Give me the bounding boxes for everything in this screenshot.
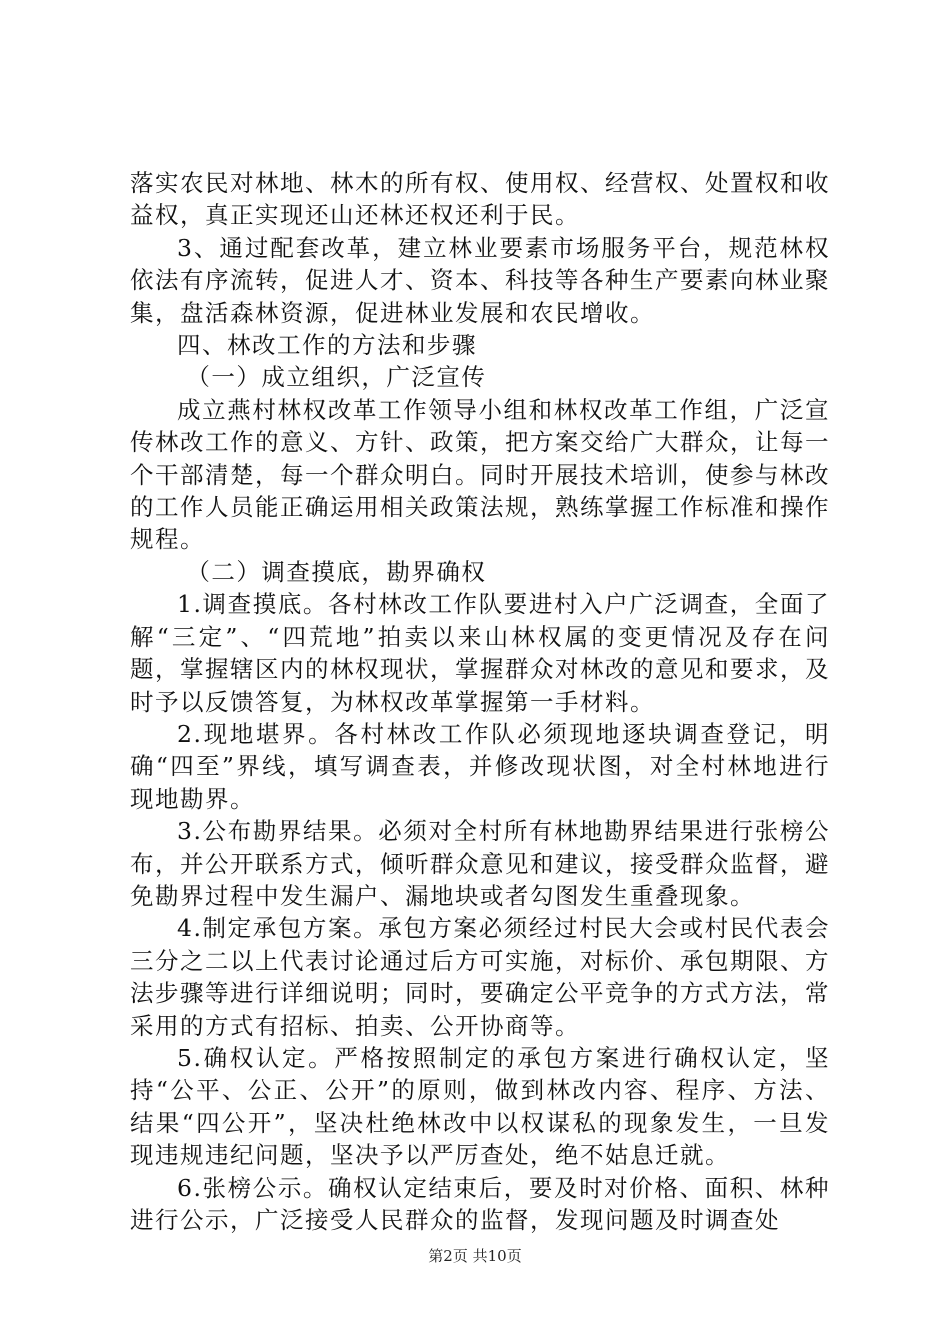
paragraph-step-3: 3.公布勘界结果。必须对全村所有林地勘界结果进行张榜公布，并公开联系方式，倾听群众意见和建议，接受群众监督，避免勘界过程中发生漏户、漏地块或者勾图发生重叠现象。 <box>130 817 830 910</box>
document-body <box>130 167 830 1236</box>
paragraph-step-6: 6.张榜公示。确权认定结束后，要及时对价格、面积、林种进行公示，广泛接受人民群众的监督，发现问题及时调查处 <box>130 1173 830 1234</box>
paragraph-step-5: 5.确权认定。严格按照制定的承包方案进行确权认定，坚持“公平、公正、公开”的原则，做到林改内容、程序、方法、结果“四公开”，坚决杜绝林改中以权谋私的现象发生，一旦发现违规违纪问题，坚决予以严厉查处，绝不姑息迁就。 <box>130 1043 830 1170</box>
paragraph-continuation: 落实农民对林地、林木的所有权、使用权、经营权、处置权和收益权，真正实现还山还林还权还利于民。 <box>130 169 830 230</box>
paragraph-step-4: 4.制定承包方案。承包方案必须经过村民大会或村民代表会三分之二以上代表讨论通过后方可实施，对标价、承包期限、方法步骤等进行详细说明；同时，要确定公平竞争的方式方法，常采用的方式有招标、拍卖、公开协商等。 <box>130 914 830 1040</box>
subsection-heading-2: （二）调查摸底，勘界确权 <box>186 557 487 586</box>
subsection-heading-1: （一）成立组织，广泛宣传 <box>186 363 487 392</box>
page-number-footer: 第2页 共10页 <box>428 1247 522 1265</box>
paragraph-step-2: 2.现地堪界。各村林改工作队必须现地逐块调查登记，明确“四至”界线，填写调查表，并修改现状图，对全村林地进行现地勘界。 <box>130 719 830 813</box>
paragraph-item-3: 3、通过配套改革，建立林业要素市场服务平台，规范林权依法有序流转，促进人才、资本、科技等各种生产要素向林业聚集，盘活森林资源，促进林业发展和农民增收。 <box>130 233 830 327</box>
section-heading-4: 四、林改工作的方法和步骤 <box>177 331 477 360</box>
paragraph-organize: 成立燕村林权改革工作领导小组和林权改革工作组，广泛宣传林改工作的意义、方针、政策，把方案交给广大群众，让每一个干部清楚，每一个群众明白。同时开展技术培训，使参与林改的工作人员能正确运用相关政策法规，熟练掌握工作标准和操作规程。 <box>130 395 830 554</box>
paragraph-step-1: 1.调查摸底。各村林改工作队要进村入户广泛调查，全面了解“三定”、“四荒地”拍卖以来山林权属的变更情况及存在问题，掌握辖区内的林权现状，掌握群众对林改的意见和要求，及时予以反馈答复，为林权改革掌握第一手材料。 <box>130 590 830 716</box>
